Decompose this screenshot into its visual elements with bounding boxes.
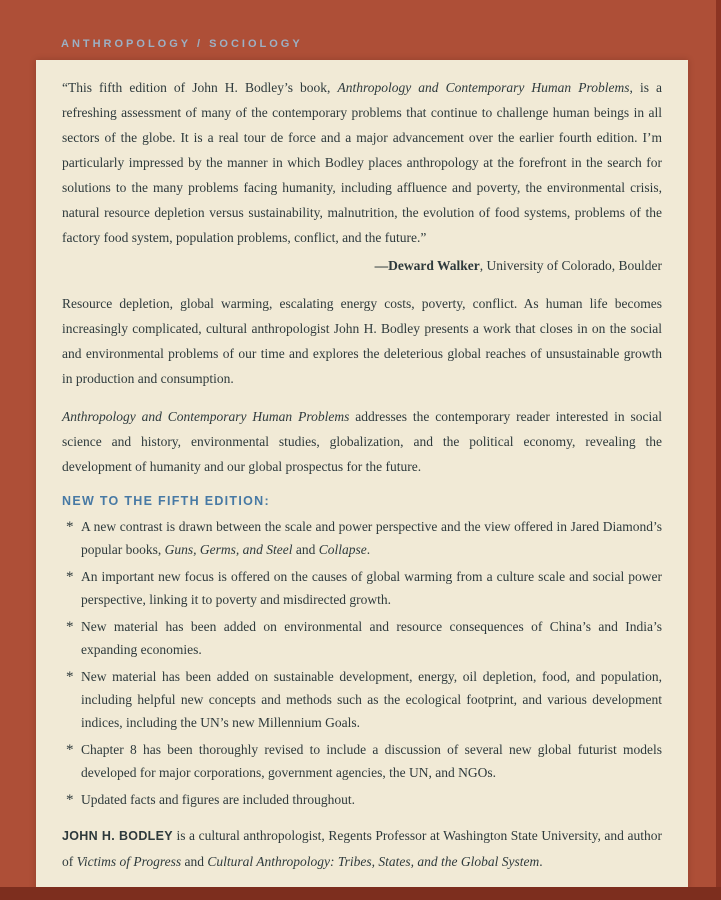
- cover-edge-shadow-bottom: [0, 887, 721, 900]
- quote-rest: , is a refreshing assessment of many of the contemporary problems that continue to challenge human beings in all sectors of the globe. It is a real tour de force and a major advancement over the earlier fourth edition. I’m particularly impressed by the manner in which Bodley places anthropology at the forefront in the search for solutions to the many problems facing humanity, including affluence and poverty, the environmental crisis, natural resource depletion versus sustainability, malnutrition, the evolution of food systems, problems of the factory food system, population problems, conflict, and the future.”: [62, 80, 663, 245]
- author-bio-pre: is a cultural anthropologist, Regents Professor at Washington State University, and author of: [62, 828, 662, 869]
- bullet-icon: *: [66, 619, 74, 635]
- author-bio-mid: and: [181, 854, 208, 869]
- list-item-text: Updated facts and figures are included throughout.: [81, 792, 356, 807]
- author-work-title-1: Victims of Progress: [76, 854, 182, 869]
- list-item: [66, 788, 662, 811]
- bullet-1-mid: and: [292, 542, 319, 557]
- list-item-text: [81, 519, 662, 557]
- new-edition-heading: NEW TO THE FIFTH EDITION:: [62, 494, 270, 508]
- list-item: [66, 515, 662, 561]
- bullet-icon: *: [66, 742, 74, 758]
- list-item-text: New material has been added on environmental and resource consequences of China’s and India’s expanding economies.: [81, 619, 662, 657]
- list-item: [66, 615, 662, 661]
- quote-book-title: Anthropology and Contemporary Human Problems: [337, 80, 630, 95]
- cover-edge-shadow-right: [716, 0, 721, 900]
- reviewer-name: —Deward Walker: [374, 258, 480, 273]
- list-item: [66, 738, 662, 784]
- bullet-icon: *: [66, 519, 74, 535]
- author-bio-post: .: [539, 854, 543, 869]
- new-edition-list: [62, 515, 662, 811]
- bullet-1-title-1: Guns, Germs, and Steel: [164, 542, 293, 557]
- review-quote: [62, 75, 662, 250]
- author-work-title-2: Cultural Anthropology: Tribes, States, and the Global System: [207, 854, 540, 869]
- bullet-icon: *: [66, 569, 74, 585]
- bullet-1-pre: A new contrast is drawn between the scale and power perspective and the view offered in Jared Diamond’s popular books,: [81, 519, 662, 557]
- author-name: JOHN H. BODLEY: [62, 829, 173, 843]
- list-item: [66, 565, 662, 611]
- list-item-text: Chapter 8 has been thoroughly revised to include a discussion of several new global futurist models developed for major corporations, government agencies, the UN, and NGOs.: [81, 742, 662, 780]
- list-item: [66, 665, 662, 734]
- bullet-icon: *: [66, 792, 74, 808]
- category-label: ANTHROPOLOGY / SOCIOLOGY: [61, 38, 303, 50]
- author-bio: [62, 823, 662, 874]
- list-item-text: New material has been added on sustainable development, energy, oil depletion, food, and population, including helpful new concepts and methods such as the ecological footprint, and various development indices, including the UN’s new Millennium Goals.: [81, 669, 662, 730]
- list-item-text: An important new focus is offered on the causes of global warming from a culture scale and social power perspective, linking it to poverty and misdirected growth.: [81, 569, 662, 607]
- audience-rest: addresses the contemporary reader interested in social science and history, environmental studies, globalization, and the political economy, revealing the development of humanity and our global prospectus for the future.: [62, 409, 662, 474]
- bullet-1-post: .: [366, 542, 371, 557]
- bullet-1-title-2: Collapse: [318, 542, 367, 557]
- quote-open: “This fifth edition of John H. Bodley’s book,: [62, 80, 338, 95]
- book-title-italic: Anthropology and Contemporary Human Problems: [62, 409, 350, 424]
- reviewer-affiliation: , University of Colorado, Boulder: [479, 258, 662, 273]
- quote-attribution: [62, 253, 662, 278]
- bullet-icon: *: [66, 669, 74, 685]
- content-panel: [36, 60, 688, 890]
- synopsis-paragraph: Resource depletion, global warming, escalating energy costs, poverty, conflict. As human life becomes increasingly complicated, cultural anthropologist John H. Bodley presents a work that closes in on the social and environmental problems of our time and explores the deleterious global reaches of unsustainable growth in production and consumption.: [62, 296, 662, 386]
- audience-paragraph: [62, 404, 662, 479]
